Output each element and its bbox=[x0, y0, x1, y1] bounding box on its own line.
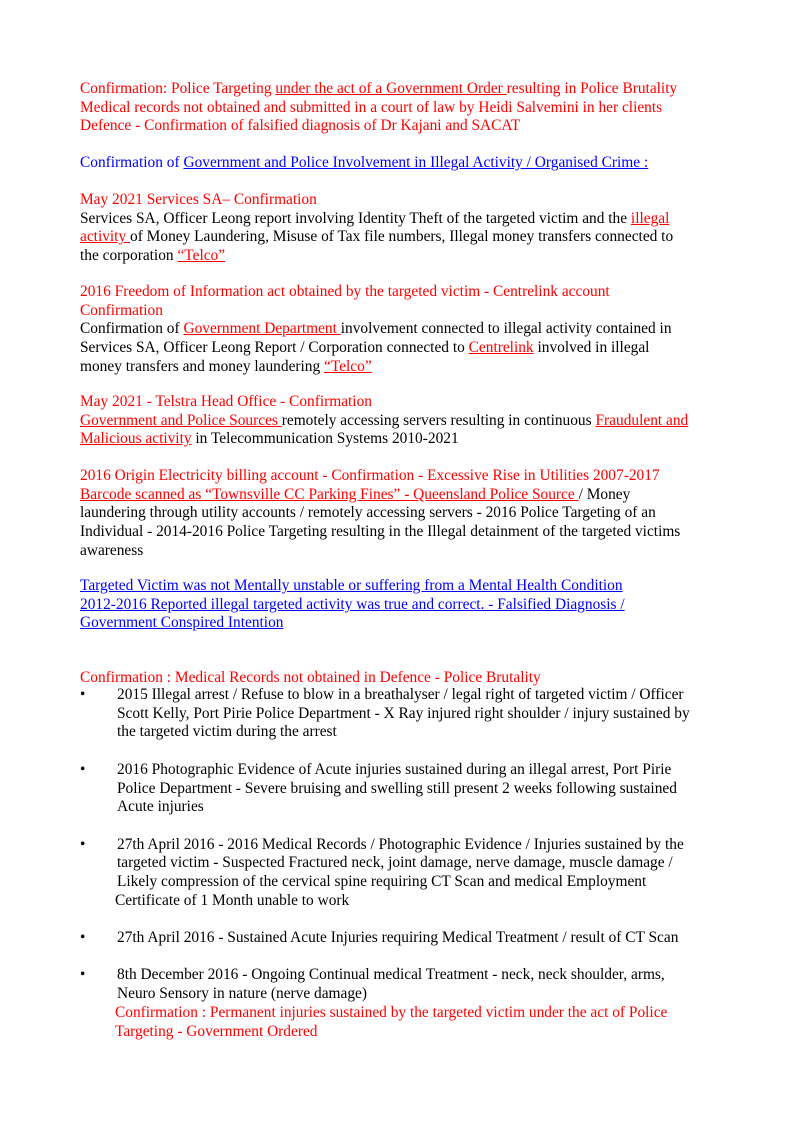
list-item bbox=[80, 761, 740, 817]
government-order-link[interactable]: under the act of a Government Order bbox=[275, 80, 507, 97]
intro-paragraph bbox=[80, 80, 740, 136]
victim-statement-link[interactable]: Government Conspired Intention bbox=[80, 614, 284, 632]
bullet-text: targeted victim - Suspected Fractured neck, joint damage, nerve damage, muscle damage / bbox=[117, 854, 673, 872]
body-text: in Telecommunication Systems 2010-2021 bbox=[191, 430, 459, 448]
list-item bbox=[80, 686, 740, 742]
section-heading: May 2021 Services SA– Confirmation bbox=[80, 191, 317, 208]
bullet-text: the targeted victim during the arrest bbox=[117, 723, 337, 741]
victim-statement-link[interactable]: 2012-2016 Reported illegal targeted activity was true and correct. - Falsified Diagnosis / bbox=[80, 595, 625, 613]
fraudulent-activity-link[interactable]: Malicious activity bbox=[80, 430, 192, 448]
body-text: Individual - 2014-2016 Police Targeting resulting in the Illegal detainment of the targeted victims bbox=[80, 523, 681, 541]
government-involvement-line bbox=[80, 154, 740, 173]
bullet-text: 27th April 2016 - Sustained Acute Injuries requiring Medical Treatment / result of CT Scan bbox=[117, 929, 679, 947]
bullet-icon: • bbox=[80, 929, 86, 947]
bullet-icon: • bbox=[80, 760, 86, 778]
telco-link[interactable]: “Telco” bbox=[324, 357, 372, 375]
telstra-section bbox=[80, 393, 740, 449]
conclusion-text: Targeting - Government Ordered bbox=[115, 1022, 318, 1040]
body-text: laundering through utility accounts / remotely accessing servers - 2016 Police Targeting of an bbox=[80, 504, 656, 522]
section-heading: May 2021 - Telstra Head Office - Confirmation bbox=[80, 393, 372, 410]
intro-text: resulting in Police Brutality bbox=[506, 80, 678, 97]
victim-statement-links bbox=[80, 577, 740, 633]
victim-statement-link[interactable]: Targeted Victim was not Mentally unstable or suffering from a Mental Health Condition bbox=[80, 577, 623, 594]
government-involvement-link[interactable]: Government and Police Involvement in Illegal Activity / Organised Crime : bbox=[183, 154, 649, 171]
government-department-link[interactable]: Government Department bbox=[183, 320, 341, 338]
telco-link[interactable]: “Telco” bbox=[177, 247, 226, 265]
bullet-text: Neuro Sensory in nature (nerve damage) bbox=[117, 985, 368, 1003]
body-text: the corporation bbox=[80, 247, 178, 265]
body-text: awareness bbox=[80, 541, 144, 559]
intro-line: Medical records not obtained and submitted in a court of law by Heidi Salvemini in her clients bbox=[80, 98, 663, 116]
body-text: Confirmation of bbox=[80, 320, 184, 338]
bullet-text: 2015 Illegal arrest / Refuse to blow in a breathalyser / legal right of targeted victim / Officer bbox=[117, 686, 684, 703]
section-heading: 2016 Freedom of Information act obtained by the targeted victim - Centrelink account bbox=[80, 283, 610, 300]
body-text: Services SA, Officer Leong Report / Corporation connected to bbox=[80, 339, 469, 357]
bullet-icon: • bbox=[80, 835, 86, 853]
body-text: / Money bbox=[578, 485, 631, 503]
govt-prefix: Confirmation of bbox=[80, 154, 184, 171]
body-text: money transfers and money laundering bbox=[80, 357, 325, 375]
conclusion-text: Confirmation : Permanent injuries sustained by the targeted victim under the act of Police bbox=[115, 1003, 668, 1021]
list-item bbox=[80, 966, 740, 1041]
body-text: Services SA, Officer Leong report involving Identity Theft of the targeted victim and the bbox=[80, 209, 631, 227]
list-item bbox=[80, 929, 740, 948]
bullet-text: Certificate of 1 Month unable to work bbox=[115, 891, 350, 909]
bullet-icon: • bbox=[80, 686, 86, 703]
centrelink-link[interactable]: Centrelink bbox=[468, 339, 534, 357]
bullet-text: Acute injuries bbox=[117, 798, 204, 816]
section-heading: Confirmation : Medical Records not obtained in Defence - Police Brutality bbox=[80, 669, 541, 686]
medical-bullet-list bbox=[80, 686, 740, 1060]
bullet-text: 8th December 2016 - Ongoing Continual medical Treatment - neck, neck shoulder, arms, bbox=[117, 966, 665, 984]
bullet-text: 27th April 2016 - 2016 Medical Records / Photographic Evidence / Injuries sustained by the bbox=[117, 835, 684, 853]
origin-section bbox=[80, 467, 740, 561]
barcode-link[interactable]: Barcode scanned as “Townsville CC Parking Fines” - Queensland Police Source bbox=[80, 485, 579, 503]
illegal-activity-link[interactable]: activity bbox=[80, 228, 131, 246]
illegal-activity-link[interactable]: illegal bbox=[630, 209, 670, 227]
government-police-sources-link[interactable]: Government and Police Sources bbox=[80, 411, 282, 429]
section-heading: 2016 Origin Electricity billing account - Confirmation - Excessive Rise in Utilities 2007-2017 bbox=[80, 467, 660, 484]
fraudulent-activity-link[interactable]: Fraudulent and bbox=[595, 411, 689, 429]
intro-text: Confirmation: Police Targeting bbox=[80, 80, 276, 97]
medical-records-heading bbox=[80, 669, 740, 688]
list-item bbox=[80, 836, 740, 911]
body-text: involvement connected to illegal activity contained in bbox=[340, 320, 672, 338]
bullet-icon: • bbox=[80, 966, 86, 984]
bullet-text: Police Department - Severe bruising and swelling still present 2 weeks following sustained bbox=[117, 779, 677, 797]
bullet-text: Scott Kelly, Port Pirie Police Department - X Ray injured right shoulder / injury sustained by bbox=[117, 704, 690, 722]
body-text: involved in illegal bbox=[533, 339, 650, 357]
foi-section bbox=[80, 283, 740, 377]
bullet-text: Likely compression of the cervical spine requiring CT Scan and medical Employment bbox=[117, 873, 647, 890]
body-text: of Money Laundering, Misuse of Tax file numbers, Illegal money transfers connected to bbox=[130, 228, 674, 246]
section-heading: Confirmation bbox=[80, 301, 163, 319]
services-sa-section bbox=[80, 191, 740, 266]
intro-line: Defence - Confirmation of falsified diagnosis of Dr Kajani and SACAT bbox=[80, 117, 521, 135]
bullet-text: 2016 Photographic Evidence of Acute injuries sustained during an illegal arrest, Port Pirie bbox=[117, 760, 672, 778]
body-text: remotely accessing servers resulting in continuous bbox=[281, 411, 596, 429]
